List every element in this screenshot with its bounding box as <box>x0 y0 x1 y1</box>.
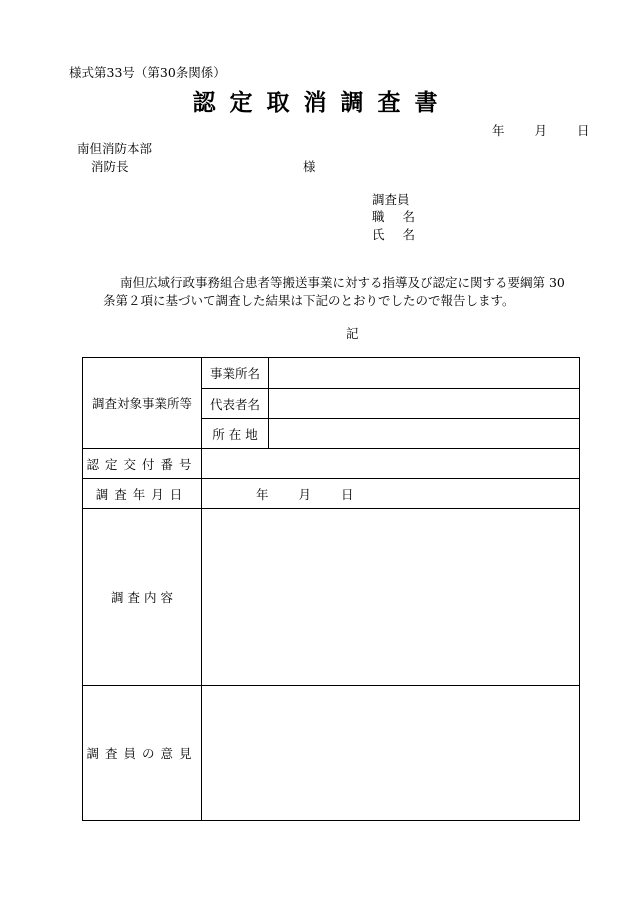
survey-month-label: 月 <box>298 486 312 502</box>
cert-number-label-cell <box>83 449 202 479</box>
location-label: 所 在 地 <box>212 426 258 442</box>
body-text-line2: 条第２項に基づいて調査した結果は下記のとおりでしたので報告します。 <box>103 293 515 308</box>
business-name-label: 事業所名 <box>209 366 260 381</box>
investigator-name: 氏 名 <box>372 227 422 242</box>
survey-content-label-cell <box>83 509 202 686</box>
survey-date-field[interactable] <box>202 479 580 509</box>
survey-content-field[interactable] <box>202 509 580 686</box>
recipient-org: 南但消防本部 <box>77 141 153 156</box>
opinion-field[interactable] <box>202 686 580 821</box>
recipient-honorific: 様 <box>303 159 316 174</box>
day-label: 日 <box>577 123 590 138</box>
survey-year-label: 年 <box>256 486 269 502</box>
document-title: 認定取消調査書 <box>192 89 452 116</box>
body-text-line1: 南但広域行政事務組合患者等搬送事業に対する指導及び認定に関する要綱第 30 <box>120 275 565 290</box>
survey-content-label: 調 査 内 容 <box>111 590 173 605</box>
survey-date-label-cell <box>83 479 202 509</box>
business-name-field[interactable] <box>269 358 580 389</box>
business-name-label-cell <box>202 358 269 389</box>
location-label-cell <box>202 419 269 449</box>
survey-date-label: 調査年月日 <box>95 486 189 502</box>
investigator-position: 職 名 <box>372 209 422 224</box>
year-label: 年 <box>492 123 505 138</box>
ki-label: 記 <box>346 326 359 341</box>
representative-label: 代表者名 <box>209 396 260 412</box>
target-label: 調査対象事業所等 <box>91 396 192 411</box>
opinion-label-cell <box>83 686 202 821</box>
date-line <box>492 121 590 139</box>
survey-day-label: 日 <box>341 486 354 502</box>
cert-number-field[interactable] <box>202 449 580 479</box>
cert-number-label: 認定交付番号 <box>86 456 198 472</box>
opinion-label: 調査員の意見 <box>86 746 198 761</box>
location-field[interactable] <box>269 419 580 449</box>
month-label: 月 <box>534 123 548 138</box>
investigator-label: 調査員 <box>372 192 410 207</box>
report-table <box>82 357 580 821</box>
form-number: 様式第33号（第30条関係） <box>69 65 226 80</box>
representative-label-cell <box>202 389 269 419</box>
target-label-cell <box>83 358 202 449</box>
recipient-chief: 消防長 <box>91 159 129 174</box>
representative-field[interactable] <box>269 389 580 419</box>
